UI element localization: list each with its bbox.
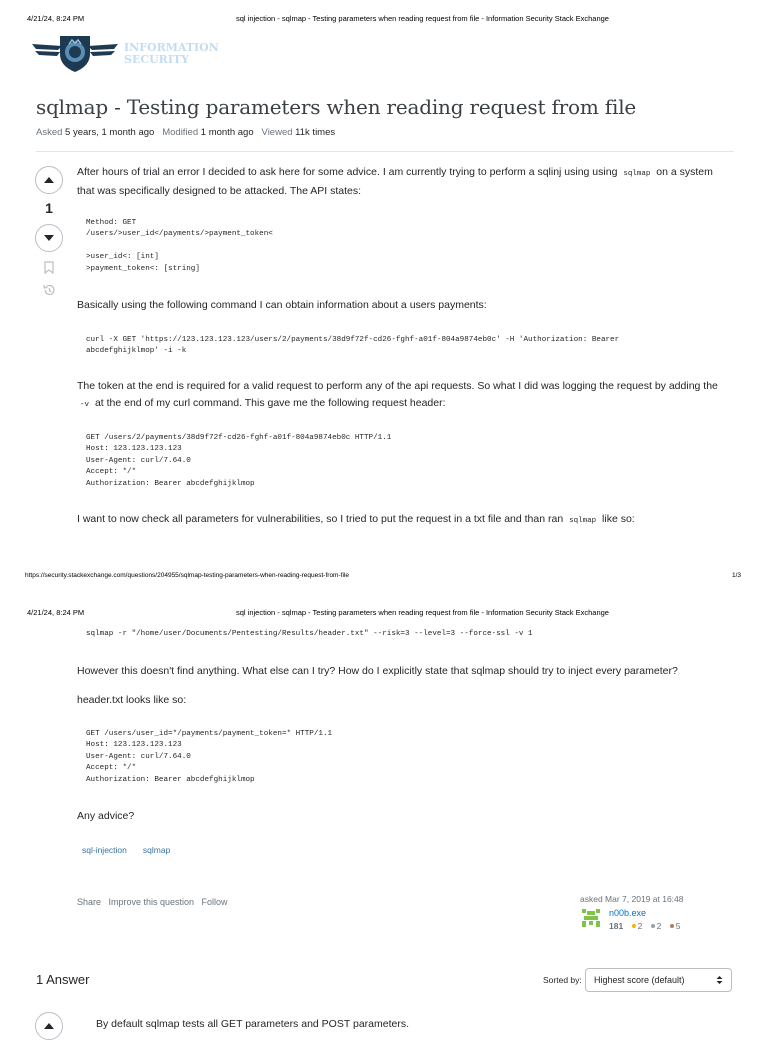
history-button[interactable] bbox=[42, 283, 56, 302]
question-paragraph-2: Basically using the following command I can obtain information about a users payments: bbox=[77, 299, 487, 311]
security-emblem-icon bbox=[30, 32, 120, 74]
history-icon bbox=[42, 283, 56, 297]
tag-sql-injection[interactable]: sql-injection bbox=[77, 843, 132, 857]
asked-timestamp: asked Mar 7, 2019 at 16:48 bbox=[580, 894, 684, 904]
code-block-header-txt: GET /users/user_id=*/payments/payment_token=* HTTP/1.1 Host: 123.123.123.123 User-Agent: curl/7.64.0 Accept: */* Authorization: Bearer abcdefghijklmop bbox=[86, 730, 333, 784]
user-stats bbox=[609, 921, 681, 931]
text-span: The token at the end is required for a valid request to perform any of the api requests. So what I did was logging the request by adding the bbox=[77, 380, 718, 392]
asked-label: Asked bbox=[36, 127, 63, 138]
identicon-icon bbox=[580, 907, 602, 929]
silver-badge-icon bbox=[651, 924, 655, 928]
site-logo[interactable] bbox=[30, 32, 120, 74]
inline-code: sqlmap bbox=[623, 170, 651, 178]
reputation: 181 bbox=[609, 921, 624, 931]
answer-first-line: By default sqlmap tests all GET parameters and POST parameters. bbox=[96, 1018, 410, 1030]
upvote-button[interactable] bbox=[35, 166, 63, 194]
bookmark-button[interactable] bbox=[44, 261, 54, 279]
asked-value: 5 years, 1 month ago bbox=[65, 127, 155, 138]
silver-badge-count: 2 bbox=[656, 921, 662, 931]
question-paragraph-5: However this doesn't find anything. What else can I try? How do I explicitly state that sqlmap should try to inject every parameter? bbox=[77, 665, 678, 677]
tag-list bbox=[77, 843, 175, 857]
inline-code: sqlmap bbox=[569, 517, 597, 525]
question-meta bbox=[36, 127, 335, 138]
caret-up-icon bbox=[43, 1022, 55, 1030]
sort-label: Sorted by: bbox=[543, 975, 582, 985]
print-title: sql injection - sqlmap - Testing parameters when reading request from file - Information Security Stack Exchange bbox=[236, 14, 609, 23]
text-span: on a system that was specifically designed to be attacked. The API states: bbox=[77, 166, 713, 197]
modified-label: Modified bbox=[162, 127, 199, 138]
print-date: 4/21/24, 8:24 PM bbox=[27, 608, 85, 617]
text-span: at the end of my curl command. This gave me the following request header: bbox=[94, 397, 446, 409]
text-span: I want to now check all parameters for vulnerabilities, so I tried to put the request in a txt file and than ran bbox=[77, 513, 564, 525]
caret-down-icon bbox=[43, 234, 55, 242]
vote-count: 1 bbox=[45, 200, 53, 216]
question-paragraph-4 bbox=[77, 511, 737, 530]
improve-question-link[interactable]: Improve this question bbox=[108, 897, 195, 907]
text-span: like so: bbox=[602, 513, 635, 525]
downvote-button[interactable] bbox=[35, 224, 63, 252]
follow-link[interactable]: Follow bbox=[201, 897, 228, 907]
logo-text-security: SECURITY bbox=[124, 53, 190, 66]
answer-upvote-button[interactable] bbox=[35, 1012, 63, 1040]
question-title[interactable]: sqlmap - Testing parameters when reading request from file bbox=[36, 95, 637, 119]
print-page-number: 1/3 bbox=[732, 572, 742, 579]
code-block-curl: curl -X GET 'https://123.123.123.123/users/2/payments/38d9f72f-cd26-fghf-a01f-804a9874eb0c' -H 'Authorization: Bearer abcdefghijklmop' -i -k bbox=[86, 336, 620, 356]
question-paragraph-1 bbox=[77, 164, 722, 200]
viewed-value: 11k times bbox=[295, 127, 336, 138]
viewed-label: Viewed bbox=[261, 127, 293, 138]
question-paragraph-7: Any advice? bbox=[77, 810, 135, 822]
bronze-badge-count: 5 bbox=[675, 921, 681, 931]
code-block-sqlmap-command: sqlmap -r "/home/user/Documents/Pentesting/Results/header.txt" --risk=3 --level=3 --force-ssl -v 1 bbox=[86, 630, 533, 638]
sort-select-value: Highest score (default) bbox=[594, 975, 685, 985]
caret-up-icon bbox=[43, 176, 55, 184]
tag-sqlmap[interactable]: sqlmap bbox=[138, 843, 175, 857]
print-title: sql injection - sqlmap - Testing parameters when reading request from file - Information Security Stack Exchange bbox=[236, 608, 609, 617]
question-paragraph-3 bbox=[77, 378, 722, 414]
code-block-request-header: GET /users/2/payments/38d9f72f-cd26-fghf-a01f-804a9874eb0c HTTP/1.1 Host: 123.123.123.123 User-Agent: curl/7.64.0 Accept: */* Authorization: Bearer abcdefghijklmop bbox=[86, 434, 392, 488]
logo-text-information: INFORMATION bbox=[124, 41, 219, 54]
divider bbox=[36, 151, 734, 152]
print-date: 4/21/24, 8:24 PM bbox=[27, 14, 85, 23]
share-link[interactable]: Share bbox=[77, 897, 102, 907]
bronze-badge-icon bbox=[670, 924, 674, 928]
modified-value: 1 month ago bbox=[200, 127, 254, 138]
print-url: https://security.stackexchange.com/questions/204955/sqlmap-testing-parameters-when-reading-request-from-file bbox=[25, 572, 349, 579]
select-arrows-icon bbox=[716, 975, 723, 985]
sort-select[interactable] bbox=[585, 968, 732, 992]
answers-count-heading: 1 Answer bbox=[36, 972, 90, 987]
question-paragraph-6: header.txt looks like so: bbox=[77, 694, 187, 706]
post-actions bbox=[77, 892, 228, 910]
user-name[interactable]: n00b.exe bbox=[609, 908, 647, 918]
gold-badge-icon bbox=[632, 924, 636, 928]
user-avatar[interactable] bbox=[580, 907, 602, 929]
gold-badge-count: 2 bbox=[637, 921, 643, 931]
code-block-api: Method: GET /users/>user_id</payments/>payment_token< >user_id<: [int] >payment_token<: [string] bbox=[86, 219, 273, 273]
inline-code: -v bbox=[80, 401, 90, 409]
bookmark-icon bbox=[44, 261, 54, 274]
text-span: After hours of trial an error I decided to ask here for some advice. I am currently trying to perform a sqlinj using using bbox=[77, 166, 618, 178]
